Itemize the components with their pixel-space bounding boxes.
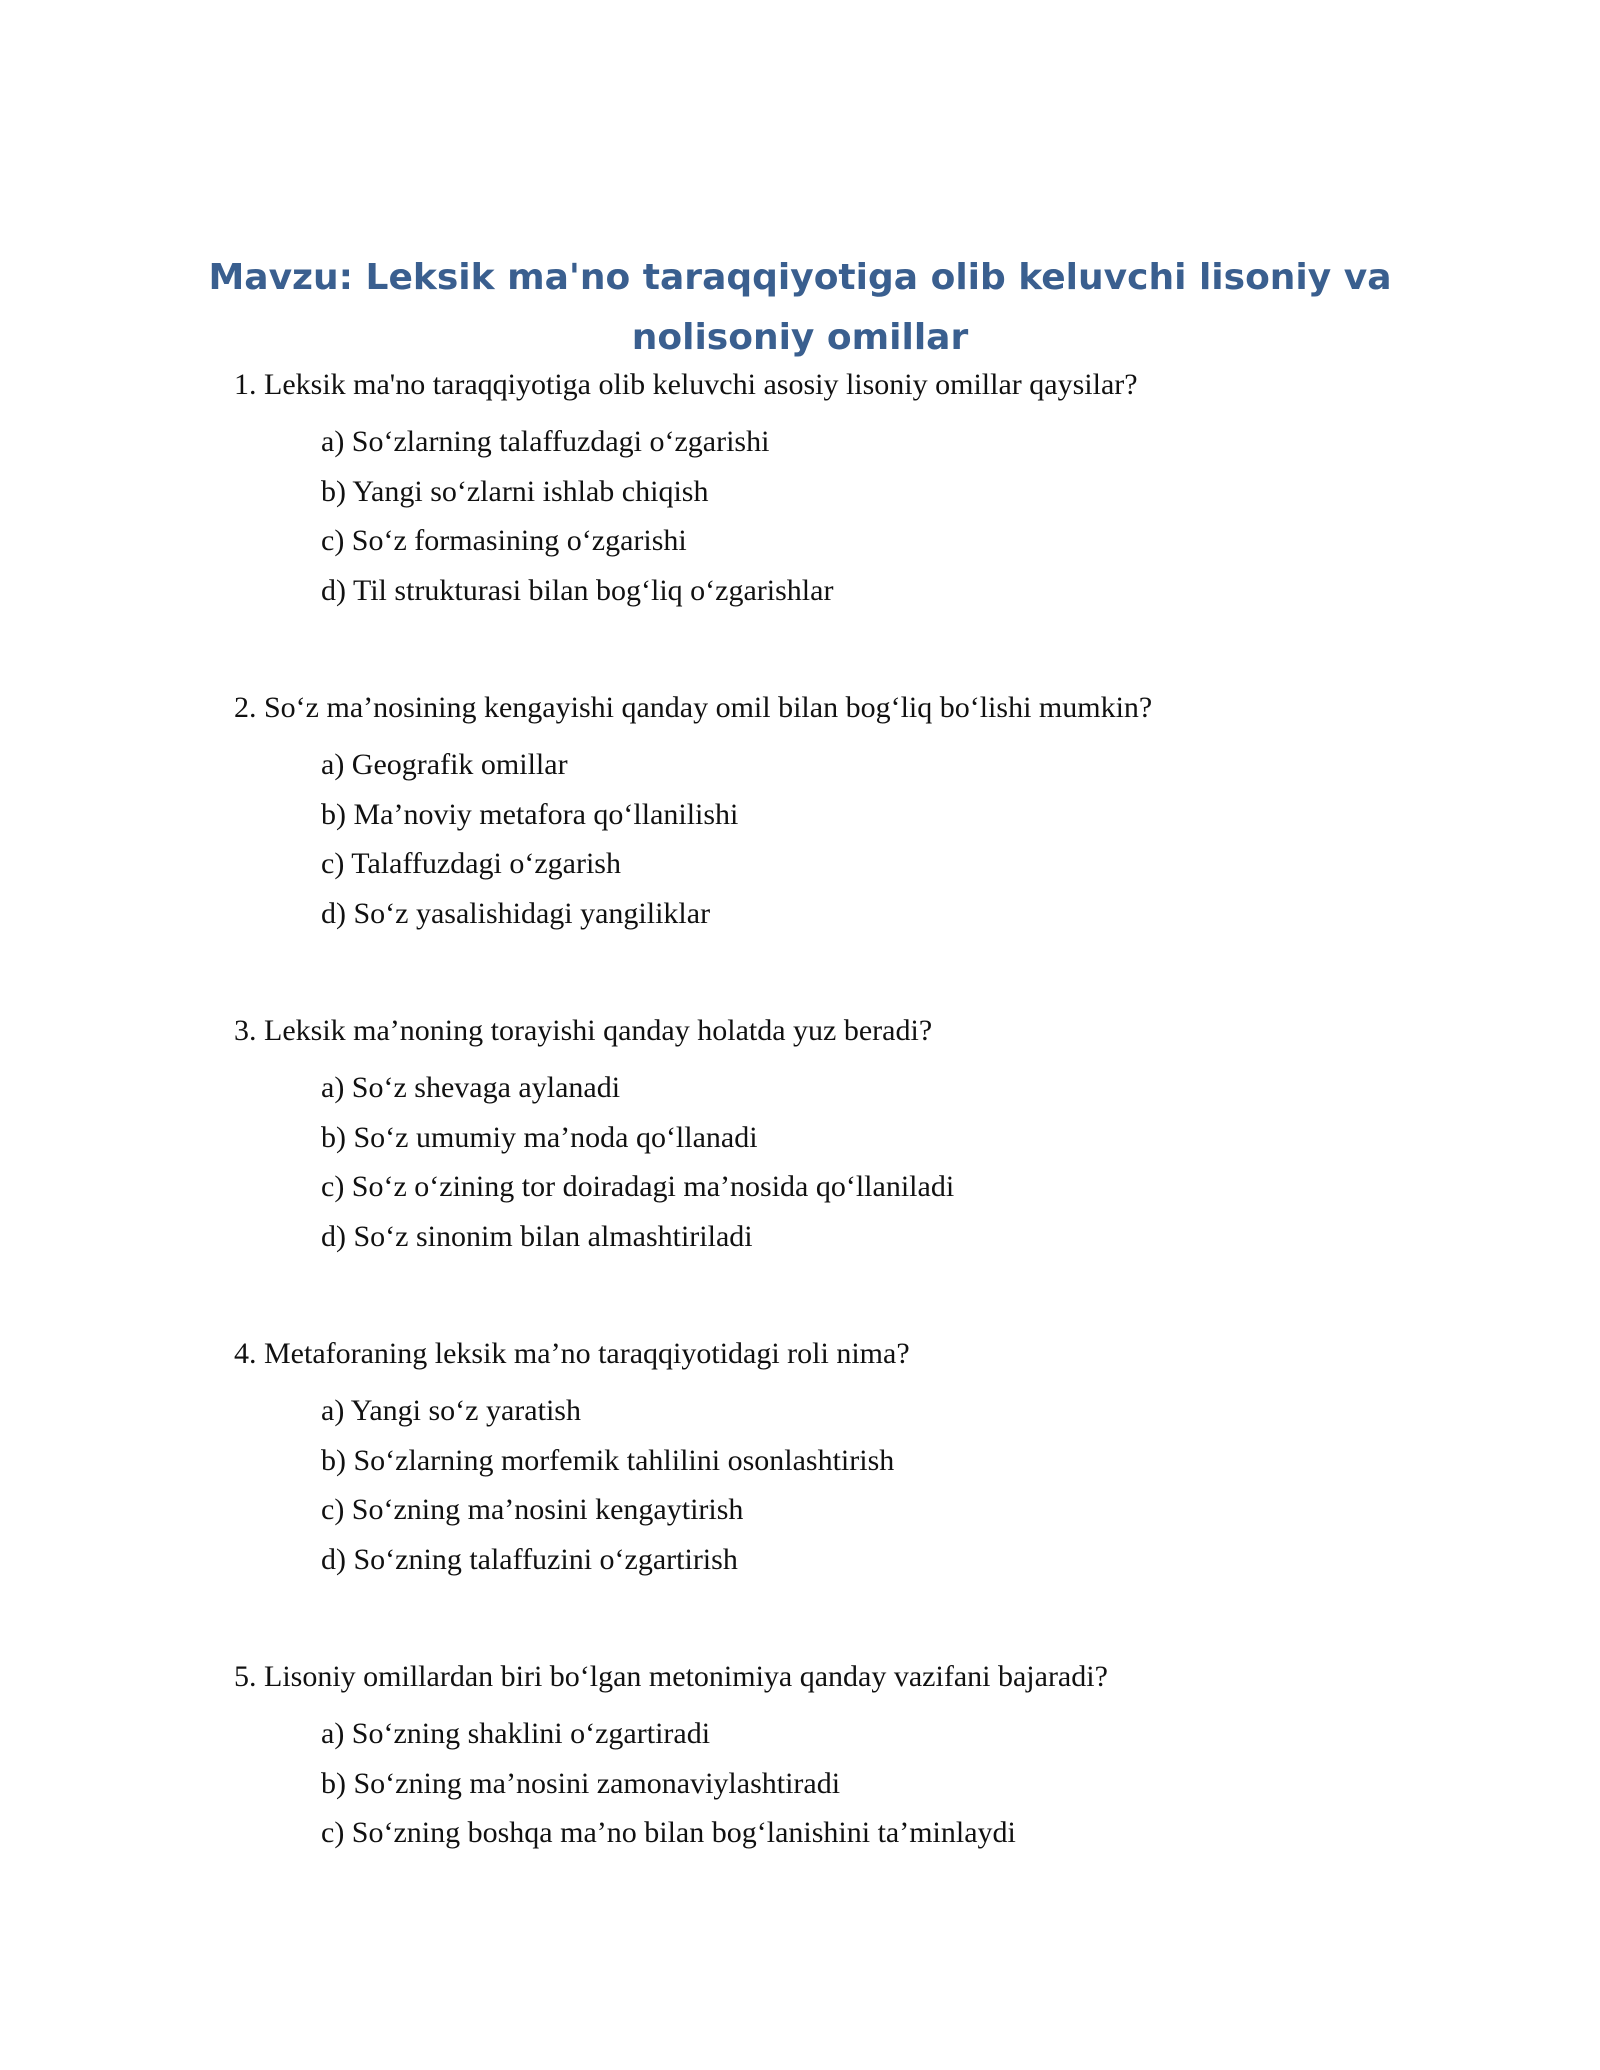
option-a: a) Yangi so‘z yaratish	[321, 1394, 581, 1427]
question-5-options	[321, 1709, 1016, 1858]
option-d: d) So‘z yasalishidagi yangiliklar	[321, 896, 711, 930]
question-2-options	[321, 740, 738, 938]
option-a: a) Geografik omillar	[321, 748, 568, 781]
option-c: c) So‘z formasining o‘zgarishi	[321, 524, 687, 557]
option-b: b) So‘zlarning morfemik tahlilini osonlashtirish	[321, 1443, 895, 1477]
question-1-options	[321, 417, 833, 615]
question-3-options	[321, 1063, 954, 1261]
option-d: d) So‘zning talaffuzini o‘zgartirish	[321, 1542, 738, 1576]
option-c: c) Talaffuzdagi o‘zgarish	[321, 847, 621, 880]
option-d: d) So‘z sinonim bilan almashtiriladi	[321, 1219, 753, 1253]
question-4: 4. Metaforaning leksik ma’no taraqqiyotidagi roli nima?	[234, 1337, 910, 1370]
option-c: c) So‘z o‘zining tor doiradagi ma’nosida qo‘llaniladi	[321, 1170, 955, 1203]
page-title	[0, 248, 1600, 368]
question-2: 2. So‘z ma’nosining kengayishi qanday omil bilan bog‘liq bo‘lishi mumkin?	[234, 691, 1153, 724]
option-c: c) So‘zning ma’nosini kengaytirish	[321, 1493, 744, 1526]
option-d: d) Til strukturasi bilan bog‘liq o‘zgarishlar	[321, 573, 834, 607]
title-line-2: nolisoniy omillar	[631, 317, 969, 358]
question-5: 5. Lisoniy omillardan biri bo‘lgan metonimiya qanday vazifani bajaradi?	[234, 1660, 1108, 1693]
option-a: a) So‘z shevaga aylanadi	[321, 1071, 621, 1104]
option-b: b) So‘z umumiy ma’noda qo‘llanadi	[321, 1120, 758, 1154]
option-b: b) So‘zning ma’nosini zamonaviylashtiradi	[321, 1766, 841, 1800]
option-c: c) So‘zning boshqa ma’no bilan bog‘lanishini ta’minlaydi	[321, 1816, 1016, 1849]
option-a: a) So‘zlarning talaffuzdagi o‘zgarishi	[321, 425, 770, 458]
question-3: 3. Leksik ma’noning torayishi qanday holatda yuz beradi?	[234, 1014, 933, 1047]
option-b: b) Ma’noviy metafora qo‘llanilishi	[321, 797, 739, 831]
title-line-1: Mavzu: Leksik ma'no taraqqiyotiga olib keluvchi lisoniy va	[208, 257, 1392, 298]
question-1: 1. Leksik ma'no taraqqiyotiga olib keluvchi asosiy lisoniy omillar qaysilar?	[234, 368, 1138, 401]
option-a: a) So‘zning shaklini o‘zgartiradi	[321, 1717, 711, 1750]
question-4-options	[321, 1386, 894, 1584]
option-b: b) Yangi so‘zlarni ishlab chiqish	[321, 474, 709, 508]
